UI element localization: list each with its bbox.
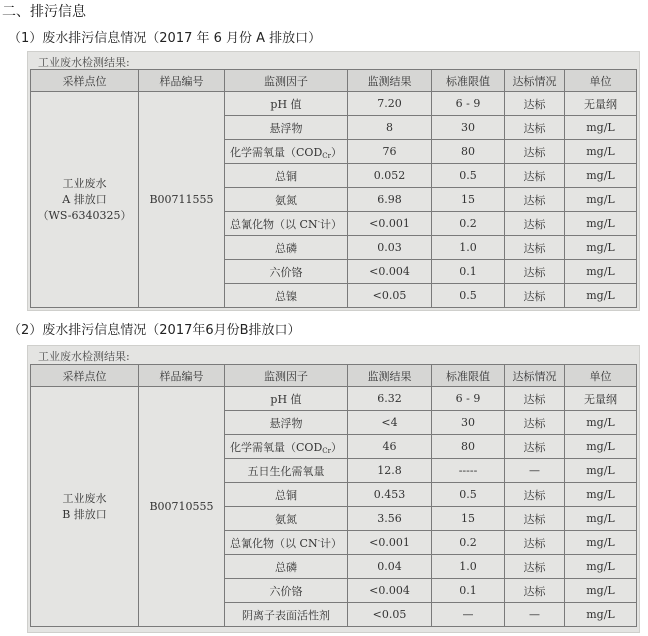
section-b-scan-label: 工业废水检测结果: <box>38 350 130 363</box>
status-cell: — <box>505 459 565 483</box>
section-b-table <box>30 364 637 627</box>
unit-cell: mg/L <box>565 579 637 603</box>
factor-main: 化学需氧量（COD <box>230 440 323 454</box>
factor-cell: 悬浮物 <box>225 116 348 140</box>
result-cell: <0.001 <box>348 531 432 555</box>
factor-cell: 氨氮 <box>225 507 348 531</box>
factor-main: 总氰化物（以 CN <box>230 217 318 231</box>
factor-cell: pH 值 <box>225 387 348 411</box>
status-cell: 达标 <box>505 236 565 260</box>
factor-superscript: - <box>317 536 320 545</box>
factor-cell: 氨氮 <box>225 188 348 212</box>
limit-cell: 0.2 <box>432 212 505 236</box>
header-factor: 监测因子 <box>225 70 348 92</box>
factor-cell: 六价铬 <box>225 260 348 284</box>
factor-cell: pH 值 <box>225 92 348 116</box>
result-cell: 6.32 <box>348 387 432 411</box>
unit-cell: mg/L <box>565 284 637 308</box>
limit-cell: 1.0 <box>432 555 505 579</box>
limit-cell: 30 <box>432 411 505 435</box>
result-cell: <0.004 <box>348 579 432 603</box>
section-b-subtitle: （2）废水排污信息情况（2017年6月份B排放口） <box>8 323 301 338</box>
limit-cell: 0.5 <box>432 164 505 188</box>
factor-cell: 总磷 <box>225 236 348 260</box>
result-cell: 0.453 <box>348 483 432 507</box>
limit-cell: ----- <box>432 459 505 483</box>
factor-cell <box>225 531 348 555</box>
result-cell: 3.56 <box>348 507 432 531</box>
sample-point-cell <box>31 387 139 627</box>
status-cell: — <box>505 603 565 627</box>
unit-cell: mg/L <box>565 212 637 236</box>
status-cell: 达标 <box>505 116 565 140</box>
factor-subscript: Cr <box>322 151 331 160</box>
unit-cell: mg/L <box>565 531 637 555</box>
status-cell: 达标 <box>505 260 565 284</box>
result-cell: <4 <box>348 411 432 435</box>
status-cell: 达标 <box>505 507 565 531</box>
unit-cell: mg/L <box>565 603 637 627</box>
limit-cell: 0.5 <box>432 483 505 507</box>
sample-point-line: 工业废水 <box>62 491 107 505</box>
factor-tail: ） <box>330 440 342 454</box>
unit-cell: mg/L <box>565 188 637 212</box>
factor-cell: 悬浮物 <box>225 411 348 435</box>
limit-cell: 80 <box>432 140 505 164</box>
limit-cell: 0.5 <box>432 284 505 308</box>
unit-cell: mg/L <box>565 236 637 260</box>
factor-cell: 阴离子表面活性剂 <box>225 603 348 627</box>
result-cell: <0.004 <box>348 260 432 284</box>
factor-superscript: - <box>317 217 320 226</box>
status-cell: 达标 <box>505 531 565 555</box>
result-cell: 0.03 <box>348 236 432 260</box>
header-result: 监测结果 <box>348 70 432 92</box>
status-cell: 达标 <box>505 140 565 164</box>
unit-cell: mg/L <box>565 140 637 164</box>
sample-id-cell: B00711555 <box>139 92 225 308</box>
header-limit: 标准限值 <box>432 70 505 92</box>
section-a-scan-label: 工业废水检测结果: <box>38 56 130 69</box>
header-limit: 标准限值 <box>432 365 505 387</box>
limit-cell: 15 <box>432 507 505 531</box>
section-a-subtitle: （1）废水排污信息情况（2017 年 6 月份 A 排放口） <box>8 31 322 46</box>
result-cell: 76 <box>348 140 432 164</box>
factor-cell <box>225 212 348 236</box>
limit-cell: 0.1 <box>432 260 505 284</box>
status-cell: 达标 <box>505 387 565 411</box>
result-cell: 46 <box>348 435 432 459</box>
page-heading: 二、排污信息 <box>2 4 86 20</box>
factor-cell: 五日生化需氧量 <box>225 459 348 483</box>
sample-point-line: A 排放口 <box>62 192 107 206</box>
section-a-table <box>30 69 637 308</box>
header-sample-id: 样品编号 <box>139 365 225 387</box>
unit-cell: mg/L <box>565 459 637 483</box>
factor-cell: 总镍 <box>225 284 348 308</box>
sample-point-line: 工业废水 <box>62 176 107 190</box>
unit-cell: mg/L <box>565 164 637 188</box>
status-cell: 达标 <box>505 92 565 116</box>
sample-point-line: B 排放口 <box>62 507 107 521</box>
factor-main: 化学需氧量（COD <box>230 145 323 159</box>
sample-id-cell: B00710555 <box>139 387 225 627</box>
header-unit: 单位 <box>565 70 637 92</box>
unit-cell: mg/L <box>565 116 637 140</box>
status-cell: 达标 <box>505 555 565 579</box>
unit-cell: mg/L <box>565 435 637 459</box>
limit-cell: 1.0 <box>432 236 505 260</box>
status-cell: 达标 <box>505 483 565 507</box>
unit-cell: 无量纲 <box>565 387 637 411</box>
header-factor: 监测因子 <box>225 365 348 387</box>
result-cell: 12.8 <box>348 459 432 483</box>
header-status: 达标情况 <box>505 365 565 387</box>
header-result: 监测结果 <box>348 365 432 387</box>
section-b-tbody <box>31 387 637 627</box>
status-cell: 达标 <box>505 284 565 308</box>
factor-cell <box>225 140 348 164</box>
limit-cell: 6 - 9 <box>432 92 505 116</box>
limit-cell: 30 <box>432 116 505 140</box>
result-cell: <0.05 <box>348 284 432 308</box>
limit-cell: — <box>432 603 505 627</box>
factor-cell: 总铜 <box>225 164 348 188</box>
sample-point-cell <box>31 92 139 308</box>
factor-tail: ） <box>330 145 342 159</box>
limit-cell: 6 - 9 <box>432 387 505 411</box>
unit-cell: mg/L <box>565 507 637 531</box>
header-status: 达标情况 <box>505 70 565 92</box>
result-cell: 0.04 <box>348 555 432 579</box>
factor-tail: 计） <box>319 217 342 231</box>
limit-cell: 80 <box>432 435 505 459</box>
factor-main: 总氰化物（以 CN <box>230 536 318 550</box>
result-cell: <0.001 <box>348 212 432 236</box>
unit-cell: mg/L <box>565 260 637 284</box>
sample-point-line: （WS-6340325） <box>37 208 132 222</box>
factor-cell: 总铜 <box>225 483 348 507</box>
result-cell: 7.20 <box>348 92 432 116</box>
limit-cell: 0.2 <box>432 531 505 555</box>
factor-cell <box>225 435 348 459</box>
result-cell: <0.05 <box>348 603 432 627</box>
limit-cell: 15 <box>432 188 505 212</box>
header-sample-id: 样品编号 <box>139 70 225 92</box>
result-cell: 6.98 <box>348 188 432 212</box>
factor-cell: 六价铬 <box>225 579 348 603</box>
unit-cell: 无量纲 <box>565 92 637 116</box>
header-sample-point: 采样点位 <box>31 70 139 92</box>
header-sample-point: 采样点位 <box>31 365 139 387</box>
header-unit: 单位 <box>565 365 637 387</box>
section-a-tbody <box>31 92 637 308</box>
factor-tail: 计） <box>319 536 342 550</box>
status-cell: 达标 <box>505 579 565 603</box>
table-row <box>31 92 637 116</box>
unit-cell: mg/L <box>565 411 637 435</box>
unit-cell: mg/L <box>565 483 637 507</box>
status-cell: 达标 <box>505 188 565 212</box>
factor-cell: 总磷 <box>225 555 348 579</box>
factor-subscript: Cr <box>322 446 331 455</box>
result-cell: 0.052 <box>348 164 432 188</box>
limit-cell: 0.1 <box>432 579 505 603</box>
status-cell: 达标 <box>505 212 565 236</box>
status-cell: 达标 <box>505 411 565 435</box>
unit-cell: mg/L <box>565 555 637 579</box>
status-cell: 达标 <box>505 435 565 459</box>
table-row <box>31 387 637 411</box>
result-cell: 8 <box>348 116 432 140</box>
status-cell: 达标 <box>505 164 565 188</box>
